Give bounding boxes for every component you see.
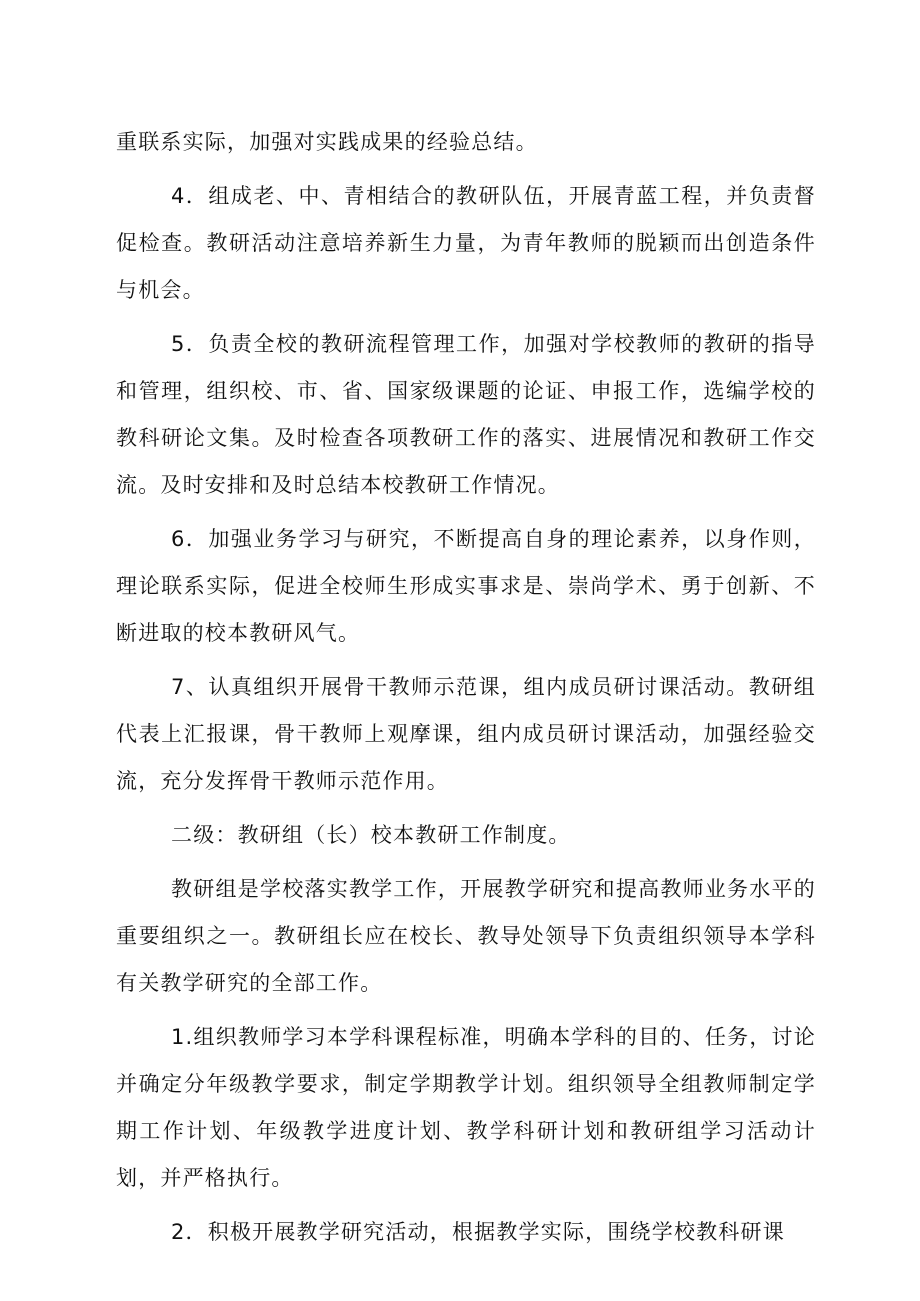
paragraph-item-1: 1.组织教师学习本学科课程标准，明确本学科的目的、任务，讨论并确定分年级教学要求，制定学期教学计划。组织领导全组教师制定学期工作计划、年级教学进度计划、教学科研计划和教研组学习活动计划，并严格执行。 — [116, 1025, 816, 1190]
paragraph-continuation: 重联系实际，加强对实践成果的经验总结。 — [116, 130, 538, 154]
paragraph-item-5: 5．负责全校的教研流程管理工作，加强对学校教师的教研的指导和管理，组织校、市、省、国家级课题的论证、申报工作，选编学校的教科研论文集。及时检查各项教研工作的落实、进展情况和教研工作交流。及时安排和及时总结本校教研工作情况。 — [116, 332, 816, 497]
paragraph-item-6: 6．加强业务学习与研究，不断提高自身的理论素养，以身作则，理论联系实际，促进全校师生形成实事求是、崇尚学术、勇于创新、不断进取的校本教研风气。 — [116, 527, 816, 645]
intro-paragraph: 教研组是学校落实教学工作，开展教学研究和提高教师业务水平的重要组织之一。教研组长应在校长、教导处领导下负责组织领导本学科有关教学研究的全部工作。 — [116, 877, 816, 995]
paragraph-item-4: 4．组成老、中、青相结合的教研队伍，开展青蓝工程，并负责督促检查。教研活动注意培养新生力量，为青年教师的脱颖而出创造条件与机会。 — [116, 184, 816, 302]
section-heading: 二级：教研组（长）校本教研工作制度。 — [171, 823, 571, 847]
paragraph-item-2: 2．积极开展教学研究活动，根据教学实际，围绕学校教科研课 — [171, 1220, 785, 1244]
paragraph-item-7: 7、认真组织开展骨干教师示范课，组内成员研讨课活动。教研组代表上汇报课，骨干教师上观摩课，组内成员研讨课活动，加强经验交流，充分发挥骨干教师示范作用。 — [116, 675, 816, 793]
document-content — [116, 119, 816, 1263]
